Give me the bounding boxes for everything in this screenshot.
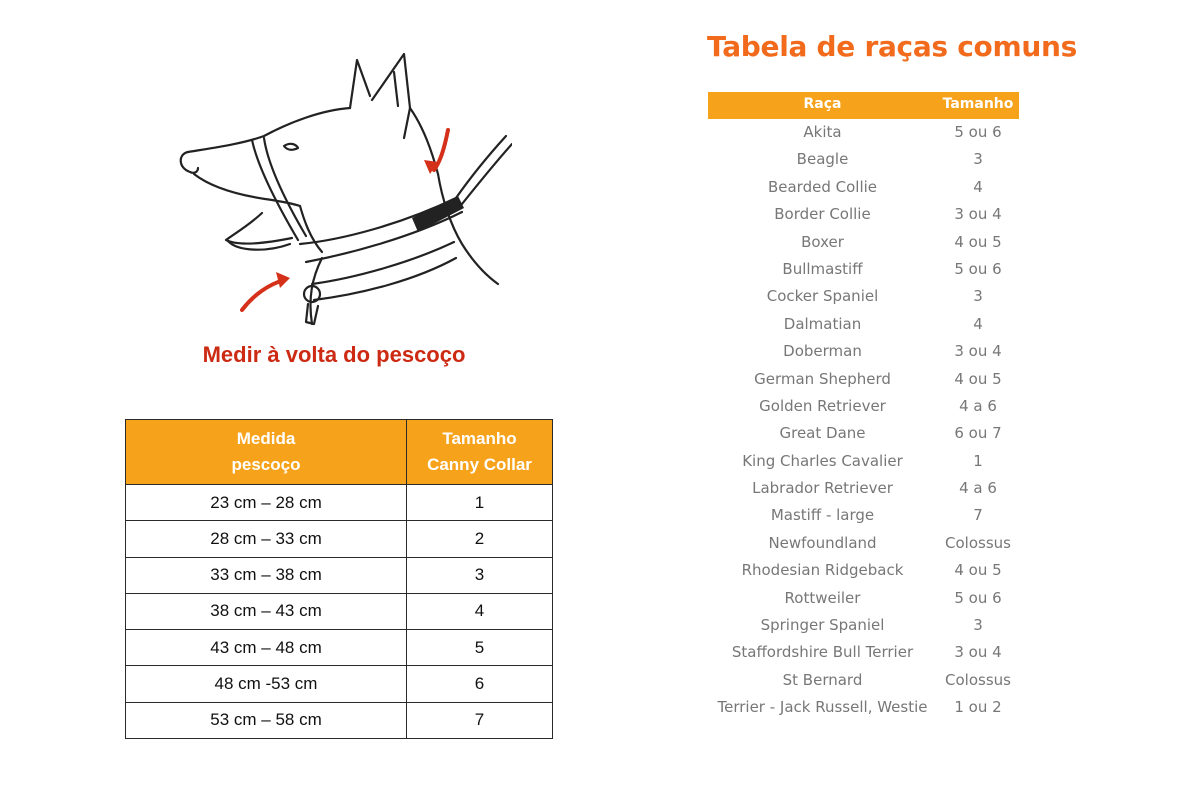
list-item xyxy=(708,530,1019,557)
neck-measure-cell: 48 cm -53 cm xyxy=(126,666,407,702)
table-row xyxy=(126,521,553,557)
breed-size: 3 xyxy=(973,150,983,169)
list-item xyxy=(708,585,1019,612)
list-item xyxy=(708,174,1019,201)
table-row xyxy=(126,557,553,593)
neck-measure-cell: 23 cm – 28 cm xyxy=(126,485,407,521)
header-neck-measure-line2: pescoço xyxy=(231,455,301,474)
breed-name: Staffordshire Bull Terrier xyxy=(731,643,914,662)
list-item xyxy=(708,119,1019,146)
breed-name: Great Dane xyxy=(779,424,866,443)
breed-size: 4 a 6 xyxy=(959,396,997,415)
breed-size: 7 xyxy=(973,506,983,525)
collar-size-cell: 6 xyxy=(407,666,553,702)
breed-size: Colossus xyxy=(945,670,1011,689)
neck-measure-cell: 38 cm – 43 cm xyxy=(126,593,407,629)
breed-size: 5 ou 6 xyxy=(954,123,1002,141)
breed-size: 4 xyxy=(973,177,983,196)
collar-size-cell: 3 xyxy=(407,557,553,593)
breed-name: Springer Spaniel xyxy=(760,616,885,635)
breed-name: Bullmastiff xyxy=(782,259,863,278)
neck-measure-cell: 33 cm – 38 cm xyxy=(126,557,407,593)
breed-size: 1 ou 2 xyxy=(954,698,1002,717)
header-collar-size xyxy=(407,420,553,485)
list-item xyxy=(708,612,1019,639)
header-collar-size-line2: Canny Collar xyxy=(427,455,532,474)
breed-size: 6 ou 7 xyxy=(954,424,1002,443)
breed-name: Terrier - Jack Russell, Westie xyxy=(717,698,928,717)
table-row xyxy=(126,593,553,629)
neck-measure-cell: 53 cm – 58 cm xyxy=(126,702,407,738)
header-size: Tamanho xyxy=(942,96,1014,112)
collar-size-cell: 5 xyxy=(407,630,553,666)
breed-name: Beagle xyxy=(796,150,849,169)
list-item xyxy=(708,229,1019,256)
dog-head-collar-icon xyxy=(172,48,512,333)
breed-name: German Shepherd xyxy=(754,369,891,388)
breed-name: Labrador Retriever xyxy=(752,479,893,498)
breeds-title: Tabela de raças comuns xyxy=(707,30,1077,63)
collar-size-cell: 1 xyxy=(407,485,553,521)
breed-name: Akita xyxy=(803,123,842,141)
breed-name: Cocker Spaniel xyxy=(766,287,879,306)
list-item xyxy=(708,283,1019,310)
table-row xyxy=(126,630,553,666)
breed-size: 3 ou 4 xyxy=(954,205,1002,224)
header-breed: Raça xyxy=(803,96,842,112)
breed-name: Rhodesian Ridgeback xyxy=(741,561,904,580)
list-item xyxy=(708,639,1019,666)
breed-name: St Bernard xyxy=(782,670,863,689)
table-row xyxy=(126,666,553,702)
list-item xyxy=(708,311,1019,338)
list-item xyxy=(708,475,1019,502)
breed-name: Rottweiler xyxy=(784,588,861,607)
breed-name: Border Collie xyxy=(774,205,871,224)
size-table xyxy=(125,419,553,739)
list-item xyxy=(708,557,1019,584)
breed-size: 4 a 6 xyxy=(959,479,997,498)
breed-name: Doberman xyxy=(783,342,862,361)
measure-caption: Medir à volta do pescoço xyxy=(202,342,466,367)
breed-name: Boxer xyxy=(801,232,844,251)
breed-size: 3 ou 4 xyxy=(954,342,1002,361)
breed-size: 3 ou 4 xyxy=(954,643,1002,662)
breeds-header xyxy=(708,92,1019,119)
breed-name: Mastiff - large xyxy=(770,506,875,525)
breed-size: 5 ou 6 xyxy=(954,588,1002,607)
table-row xyxy=(126,485,553,521)
breed-size: Colossus xyxy=(945,533,1011,552)
breed-size: 4 xyxy=(973,314,983,333)
breed-size: 4 ou 5 xyxy=(954,232,1002,251)
breed-name: King Charles Cavalier xyxy=(742,451,903,470)
list-item xyxy=(708,420,1019,447)
breed-size: 4 ou 5 xyxy=(954,561,1002,580)
collar-size-cell: 7 xyxy=(407,702,553,738)
list-item xyxy=(708,338,1019,365)
breed-name: Newfoundland xyxy=(768,533,877,552)
collar-size-cell: 2 xyxy=(407,521,553,557)
header-neck-measure xyxy=(126,420,407,485)
list-item xyxy=(708,694,1019,721)
list-item xyxy=(708,667,1019,694)
size-table-header-row xyxy=(126,420,553,485)
header-neck-measure-line1: Medida xyxy=(236,429,296,448)
breed-size: 1 xyxy=(973,451,983,470)
list-item xyxy=(708,393,1019,420)
breed-size: 3 xyxy=(973,287,983,306)
list-item xyxy=(708,448,1019,475)
neck-measure-cell: 28 cm – 33 cm xyxy=(126,521,407,557)
breed-name: Golden Retriever xyxy=(759,396,886,415)
neck-measure-cell: 43 cm – 48 cm xyxy=(126,630,407,666)
collar-size-cell: 4 xyxy=(407,593,553,629)
table-row xyxy=(126,702,553,738)
list-item xyxy=(708,366,1019,393)
header-collar-size-line1: Tamanho xyxy=(442,429,517,448)
breed-size: 4 ou 5 xyxy=(954,369,1002,388)
breeds-list xyxy=(708,119,1019,722)
breed-size: 3 xyxy=(973,616,983,635)
breed-name: Bearded Collie xyxy=(767,177,878,196)
breed-name: Dalmatian xyxy=(783,314,862,333)
list-item xyxy=(708,201,1019,228)
list-item xyxy=(708,146,1019,173)
breed-size: 5 ou 6 xyxy=(954,259,1002,278)
list-item xyxy=(708,256,1019,283)
list-item xyxy=(708,502,1019,529)
